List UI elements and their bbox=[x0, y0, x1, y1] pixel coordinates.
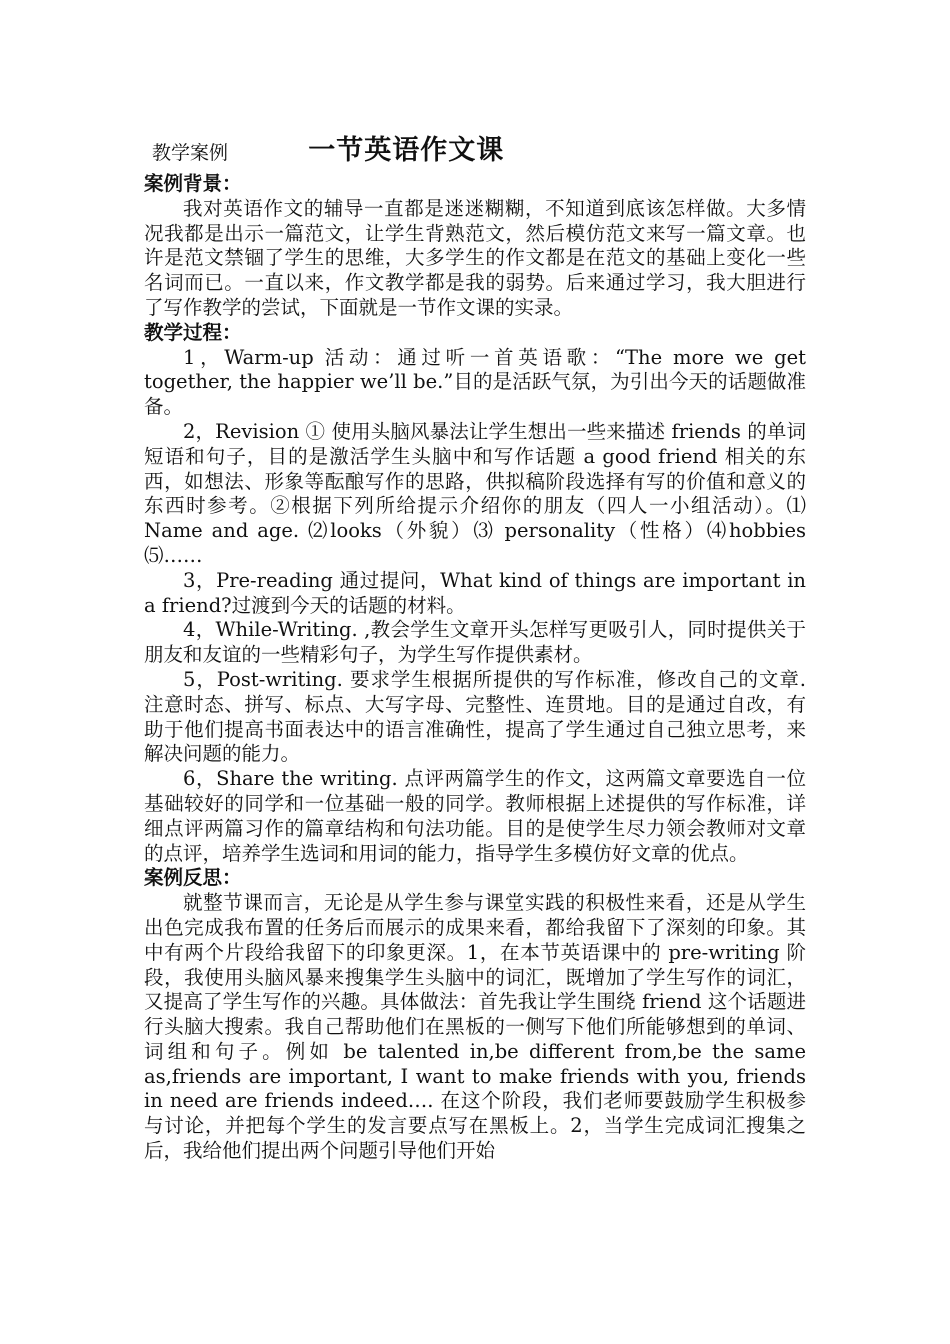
process-step-1: 1，Warm-up 活动：通过听一首英语歌：“The more we get together, the happier we’ll be.”目的是活跃气氛，为引出今天的话题做准备。 bbox=[144, 345, 806, 419]
process-step-4: 4，While-Writing. ,教会学生文章开头怎样写更吸引人，同时提供关于朋友和友谊的一些精彩句子，为学生写作提供素材。 bbox=[144, 618, 806, 667]
section-heading-background: 案例背景： bbox=[144, 172, 242, 195]
document-page bbox=[144, 132, 806, 1164]
section-heading-process: 教学过程： bbox=[144, 320, 242, 344]
process-step-3: 3，Pre-reading 通过提问，What kind of things are important in a friend?过渡到今天的话题的材料。 bbox=[144, 568, 806, 617]
document-label: 教学案例 bbox=[152, 142, 229, 164]
process-step-6: 6，Share the writing. 点评两篇学生的作文，这两篇文章要选自一位基础较好的同学和一位基础一般的同学。教师根据上述提供的写作标准，详细点评两篇习作的篇章结构和句法功能。目的是使学生尽力领会教师对文章的点评，培养学生选词和用词的能力，指导学生多模仿好文章的优点。 bbox=[144, 767, 806, 865]
document-title: 一节英语作文课 bbox=[308, 135, 505, 166]
reflection-paragraph: 就整节课而言，无论是从学生参与课堂实践的积极性来看，还是从学生出色完成我布置的任务后而展示的成果来看，都给我留下了深刻的印象。其中有两个片段给我留下的印象更深。1，在本节英语课中的 pre-writing 阶段，我使用头脑风暴来搜集学生头脑中的词汇，既增加了学生写作的词汇，又提高了学生写作的兴趣。具体做法：首先我让学生围绕 friend 这个话题进行头脑大搜索。我自己帮助他们在黑板的一侧写下他们所能够想到的单词、词组和句子。例如 be talented in,be different from,be the same as,friends are important, I want to make friends with you, friends in need are friends indeed…. 在这个阶段，我们老师要鼓励学生积极参与讨论，并把每个学生的发言要点写在黑板上。2，当学生完成词汇搜集之后，我给他们提出两个问题引导他们开始 bbox=[144, 891, 806, 1163]
section-heading-reflection: 案例反思： bbox=[144, 866, 242, 890]
background-paragraph: 我对英语作文的辅导一直都是迷迷糊糊，不知道到底该怎样做。大多情况我都是出示一篇范文，让学生背熟范文，然后模仿范文来写一篇文章。也许是范文禁锢了学生的思维，大多学生的作文都是在范文的基础上变化一些名词而已。一直以来，作文教学都是我的弱势。后来通过学习，我大胆进行了写作教学的尝试，下面就是一节作文课的实录。 bbox=[144, 196, 806, 319]
process-step-5: 5，Post-writing. 要求学生根据所提供的写作标准，修改自己的文章. 注意时态、拼写、标点、大写字母、完整性、连贯地。目的是通过自改，有助于他们提高书面表达中的语言准确性，提高了学生通过自己独立思考，来解决问题的能力。 bbox=[144, 667, 806, 766]
process-step-2: 2，Revision ① 使用头脑风暴法让学生想出一些来描述 friends 的单词短语和句子，目的是激活学生头脑中和写作话题 a good friend 相关的东西，如想法、形象等酝酿写作的思路，供拟稿阶段选择有写的价值和意义的东西时参考。②根据下列所给提示介绍你的朋友（四人一小组活动）。⑴ Name and age. ⑵looks（外貌）⑶ personality（性格）⑷hobbies ⑸…… bbox=[144, 419, 806, 567]
title-row bbox=[144, 132, 806, 170]
